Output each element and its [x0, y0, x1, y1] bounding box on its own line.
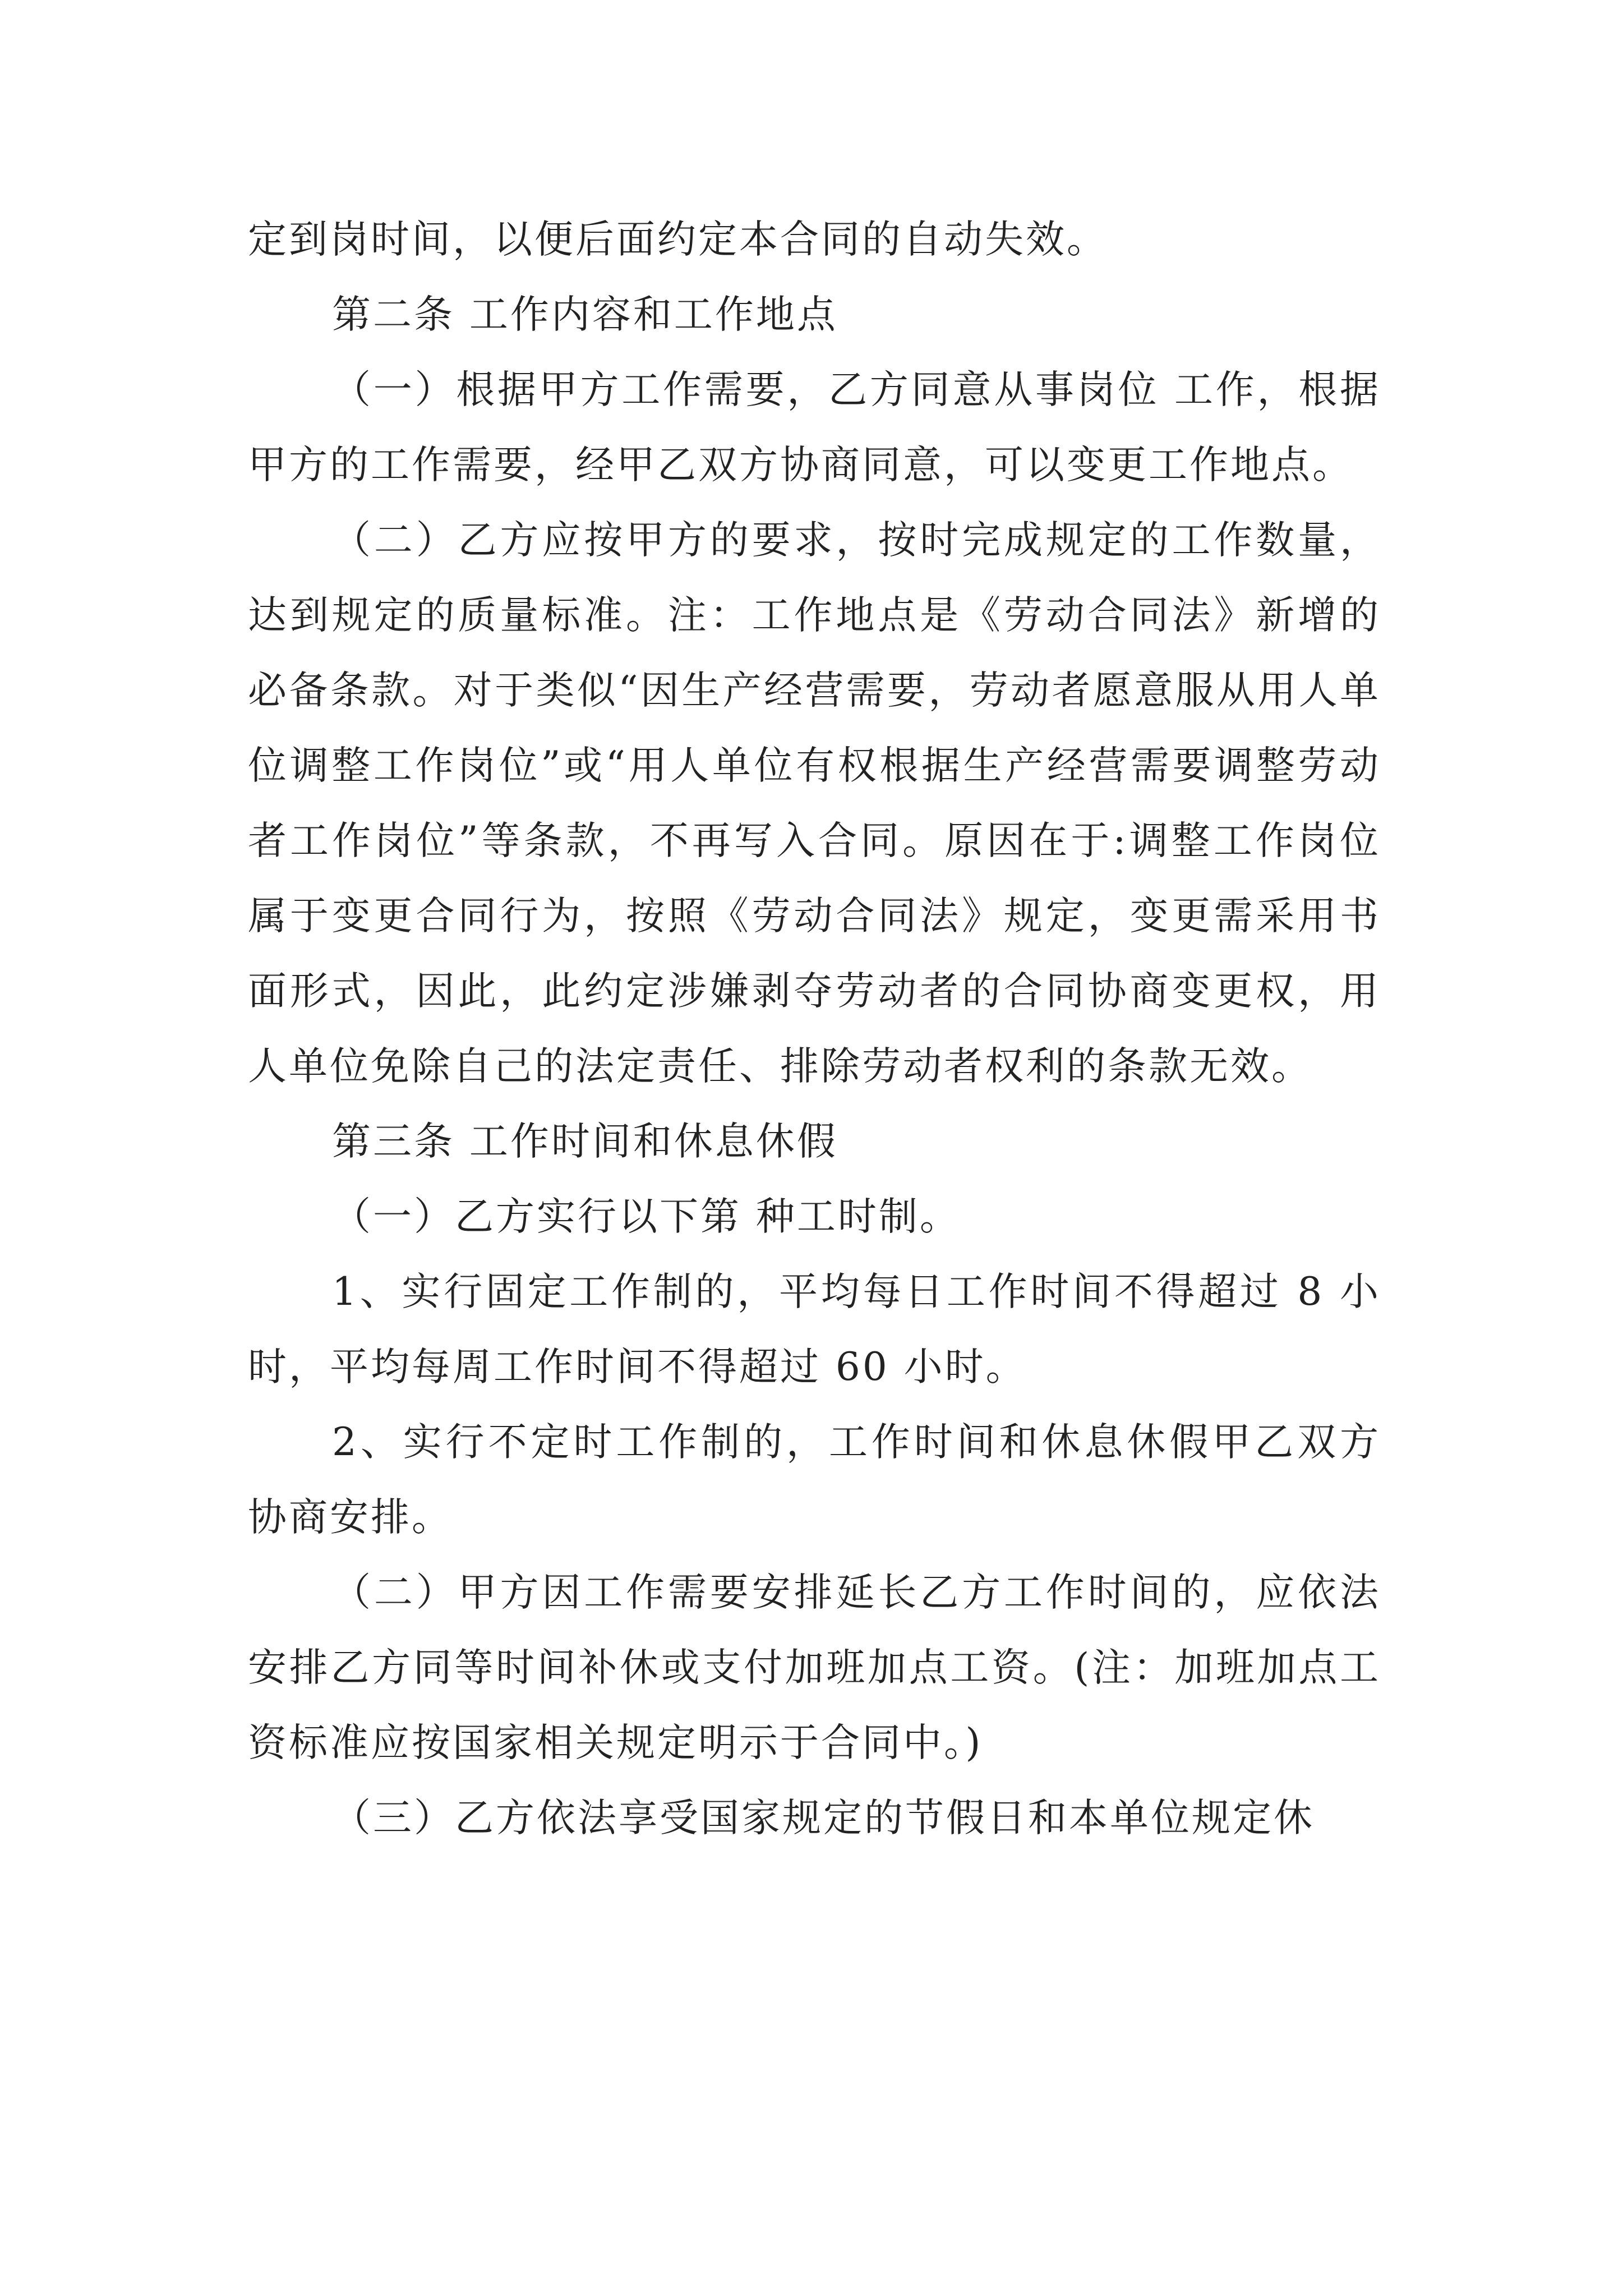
paragraph-continuation: 定到岗时间，以便后面约定本合同的自动失效。: [248, 217, 1108, 262]
article-3-heading: 第三条 工作时间和休息休假: [332, 1119, 838, 1164]
article-3-item-2: 2、实行不定时工作制的，工作时间和休息休假甲乙双方协商安排。: [248, 1420, 1381, 1540]
article-2-clause-2: （二）乙方应按甲方的要求，按时完成规定的工作数量，达到规定的质量标准。注：工作地点是《劳动合同法》新增的必备条款。对于类似“因生产经营需要，劳动者愿意服从用人单位调整工作岗位”或“用人单位有权根据生产经营需要调整劳动者工作岗位”等条款，不再写入合同。原因在于:调整工作岗位属于变更合同行为，按照《劳动合同法》规定，变更需采用书面形式，因此，此约定涉嫌剥夺劳动者的合同协商变更权，用人单位免除自己的法定责任、排除劳动者权利的条款无效。: [248, 518, 1381, 1089]
article-3-clause-1: （一）乙方实行以下第 种工时制。: [332, 1194, 961, 1239]
article-2-heading: 第二条 工作内容和工作地点: [332, 292, 838, 337]
article-3-clause-3: （三）乙方依法享受国家规定的节假日和本单位规定休: [332, 1796, 1315, 1841]
article-3-clause-2: （二）甲方因工作需要安排延长乙方工作时间的，应依法安排乙方同等时间补休或支付加班加点工资。(注：加班加点工资标准应按国家相关规定明示于合同中。): [248, 1570, 1381, 1765]
article-2-clause-1: （一）根据甲方工作需要，乙方同意从事岗位 工作，根据甲方的工作需要，经甲乙双方协商同意，可以变更工作地点。: [248, 367, 1381, 487]
article-3-item-1: 1、实行固定工作制的，平均每日工作时间不得超过 8 小时，平均每周工作时间不得超过 60 小时。: [248, 1269, 1381, 1389]
document-body: [248, 202, 1381, 1856]
